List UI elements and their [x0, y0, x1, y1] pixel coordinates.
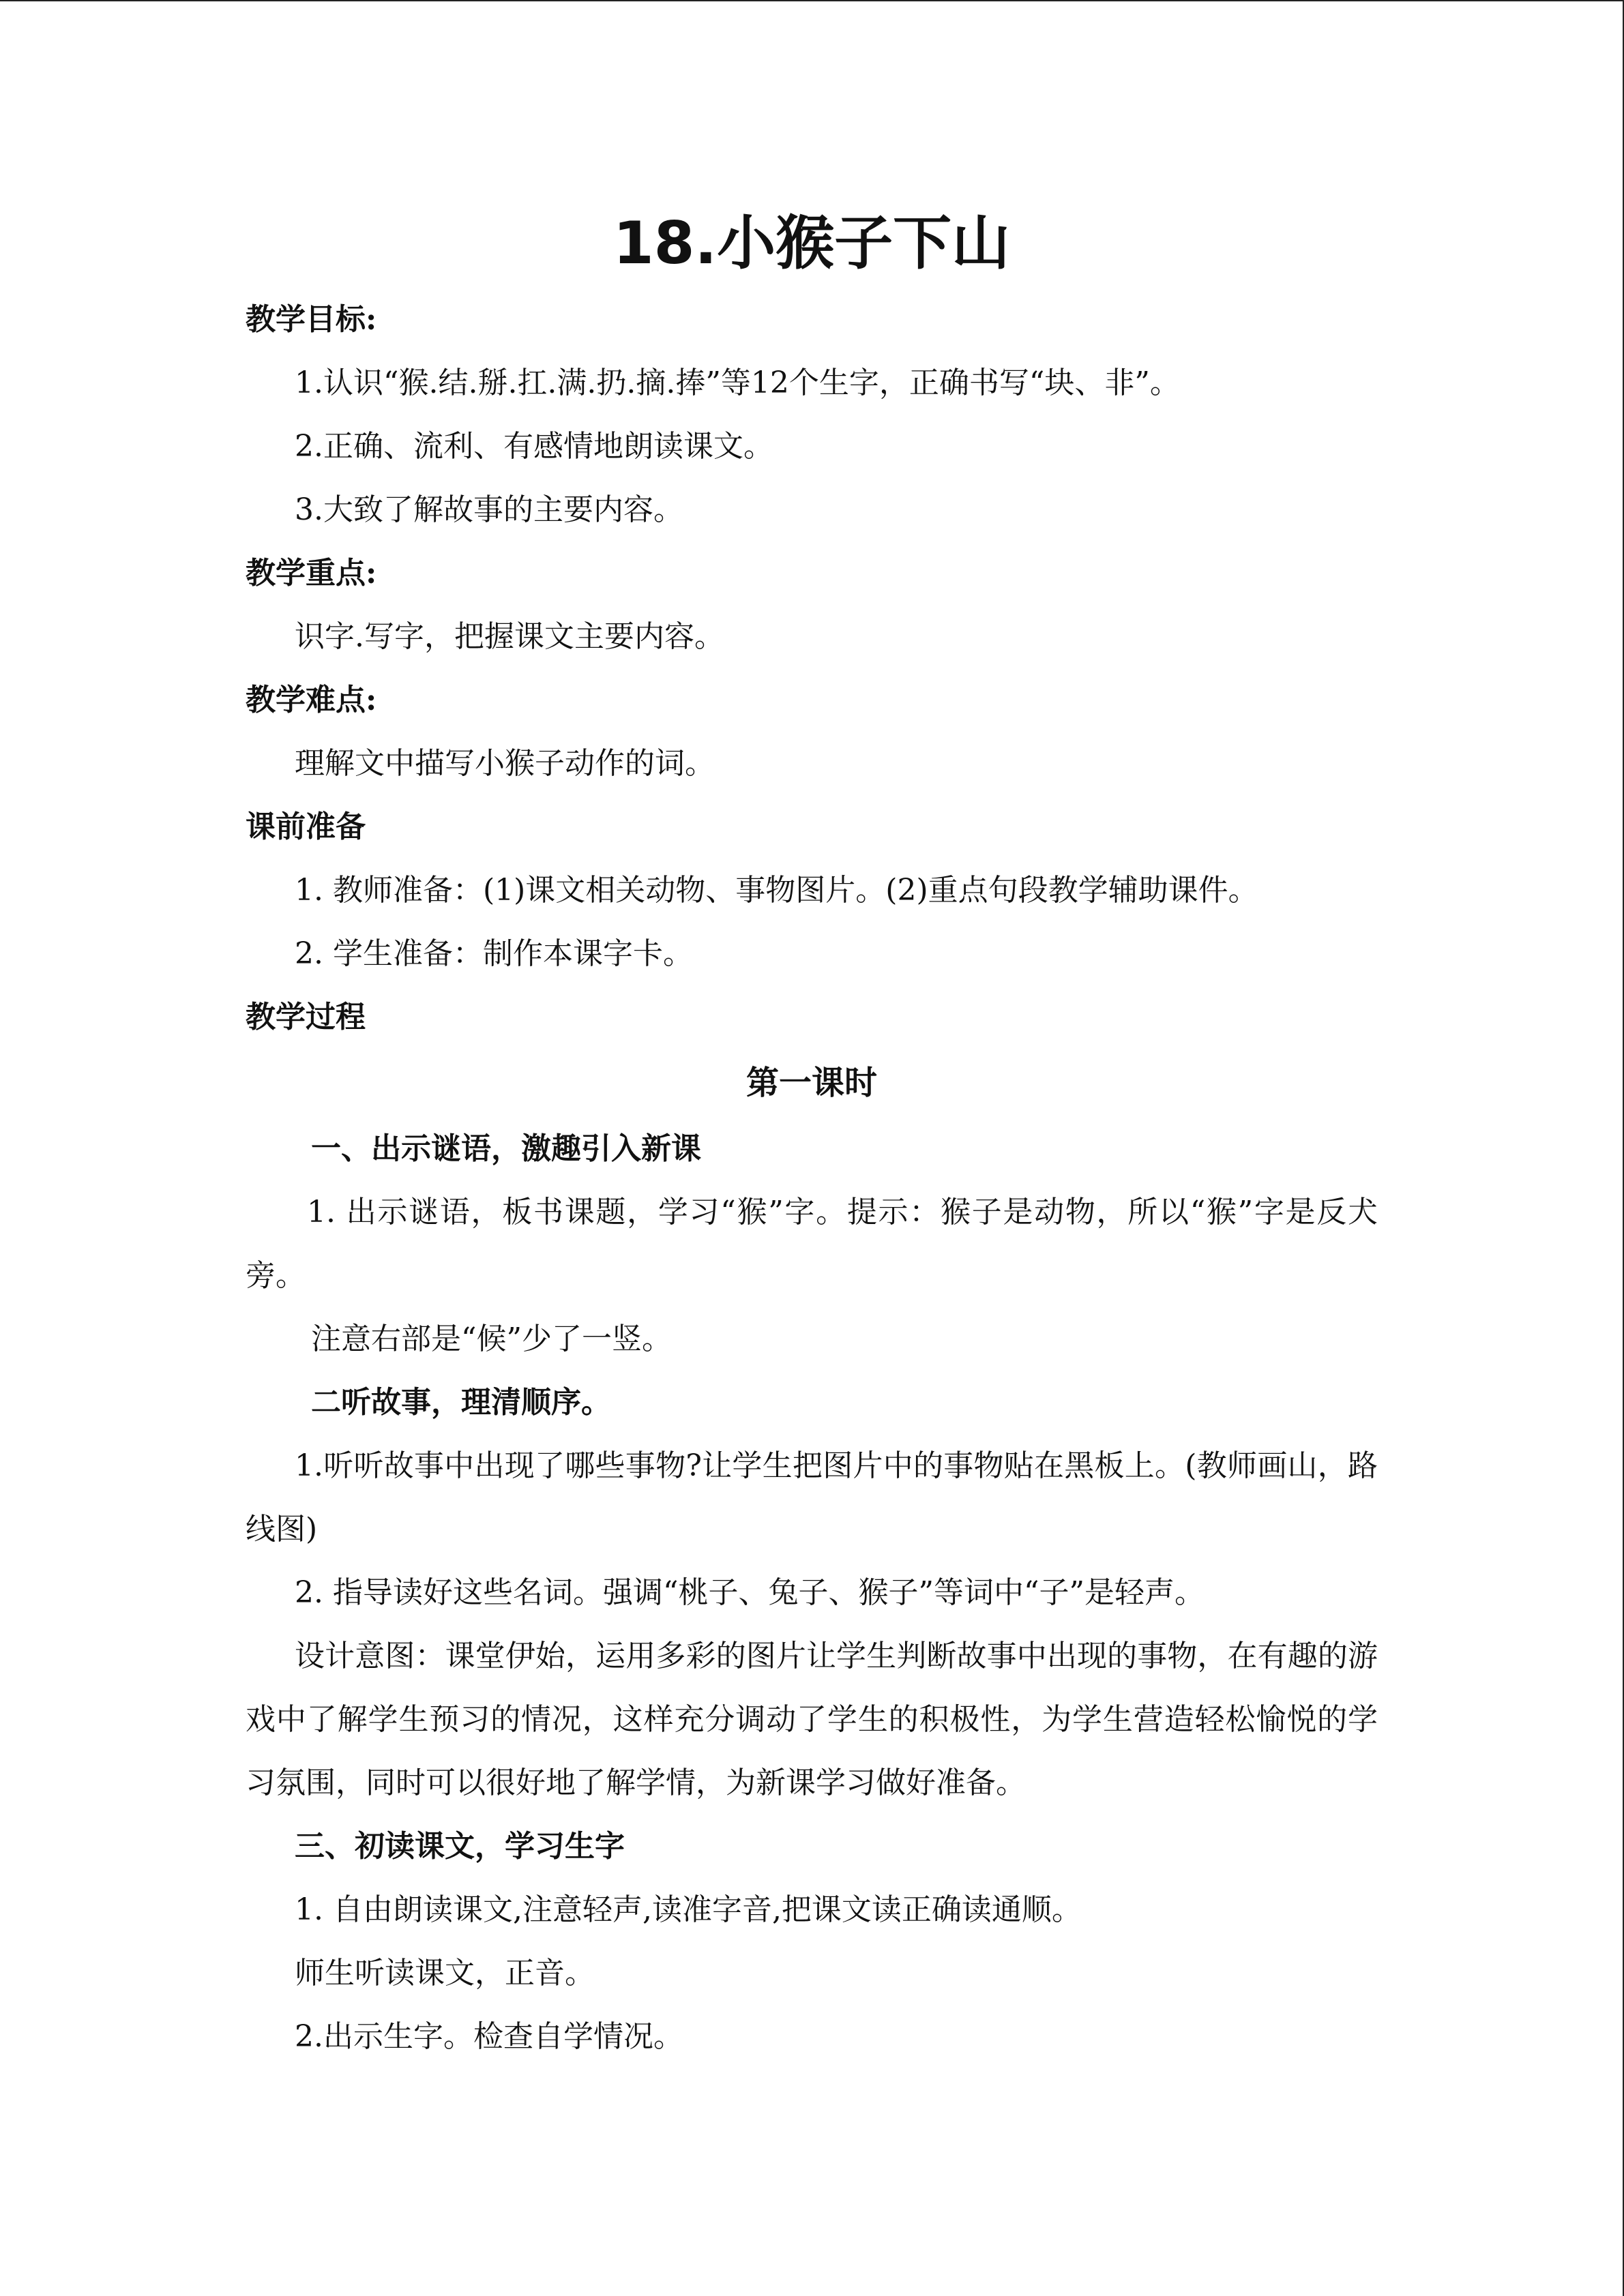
section2-heading: 二听故事，理清顺序。 [311, 1385, 611, 1420]
difficulties-text: 理解文中描写小猴子动作的词。 [295, 746, 715, 781]
objectives-heading: 教学目标: [246, 302, 377, 337]
preparation-item: 2. 学生准备：制作本课字卡。 [295, 936, 693, 971]
key-points-text: 识字.写字，把握课文主要内容。 [295, 619, 724, 654]
key-points-heading: 教学重点: [246, 556, 377, 591]
document-page [246, 199, 1378, 2068]
process-heading: 教学过程 [246, 1000, 366, 1034]
objective-item: 1.认识“猴.结.掰.扛.满.扔.摘.捧”等12个生字，正确书写“块、非”。 [295, 366, 1180, 400]
document-title: 18.小猴子下山 [612, 209, 1011, 278]
section1-heading: 一、出示谜语，激趣引入新课 [311, 1131, 701, 1166]
objective-item: 2.正确、流利、有感情地朗读课文。 [295, 429, 773, 464]
section3-heading: 三、初读课文，学习生字 [295, 1829, 625, 1864]
section3-paragraph: 2.出示生字。检查自学情况。 [295, 2019, 683, 2054]
section2-paragraph: 1.听听故事中出现了哪些事物?让学生把图片中的事物贴在黑板上。(教师画山，路线图) [246, 1448, 1378, 1547]
section3-paragraph: 师生听读课文，正音。 [295, 1956, 595, 1991]
design-intent-paragraph: 设计意图：课堂伊始，运用多彩的图片让学生判断故事中出现的事物，在有趣的游戏中了解学生预习的情况，这样充分调动了学生的积极性，为学生营造轻松愉悦的学习氛围，同时可以很好地了解学情，为新课学习做好准备。 [246, 1639, 1378, 1800]
lesson-title: 第一课时 [745, 1064, 877, 1102]
section2-paragraph: 2. 指导读好这些名词。强调“桃子、兔子、猴子”等词中“子”是轻声。 [295, 1575, 1205, 1610]
page-top-border [0, 0, 1624, 1]
objective-item: 3.大致了解故事的主要内容。 [295, 492, 683, 527]
section1-note: 注意右部是“候”少了一竖。 [311, 1322, 672, 1356]
section3-paragraph: 1. 自由朗读课文,注意轻声,读准字音,把课文读正确读通顺。 [295, 1892, 1082, 1927]
preparation-item: 1. 教师准备：(1)课文相关动物、事物图片。(2)重点句段教学辅助课件。 [295, 873, 1258, 908]
preparation-heading: 课前准备 [246, 809, 366, 844]
section1-paragraph: 1. 出示谜语，板书课题，学习“猴”字。提示：猴子是动物，所以“猴”字是反犬旁。 [246, 1195, 1378, 1293]
difficulties-heading: 教学难点: [246, 683, 377, 717]
